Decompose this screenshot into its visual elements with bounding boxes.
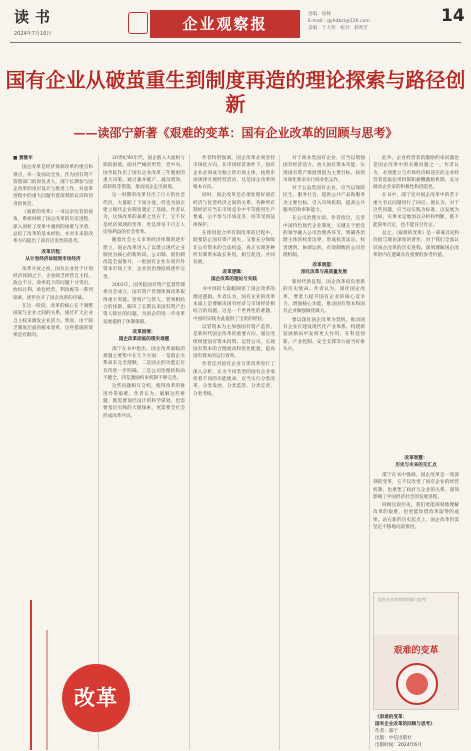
section-heading-line: 改革历程：	[41, 249, 65, 255]
paragraph: 在公司治理方面，作者指出，完善中国特色现代企业制度，关键在于把党的领导融入公司治理各环节，明确各治理主体的权责边界，形成权责法定、权责透明、协调运转、有效制衡的公司治理机制。	[283, 216, 365, 258]
editor-line: 责编：徐林	[308, 12, 331, 17]
section-heading-line: 改革逻辑：	[222, 270, 246, 276]
section-heading-line: 国企改革的理论与实践	[211, 277, 257, 283]
paragraph: 在这一阶段，改革的核心在于调整国家与企业之间的关系，通过扩大企业自主权来激发企业活力。然而，由于缺乏制度层面的根本变革，这些措施的效果是有限的。	[13, 304, 93, 339]
reform-label: 改革	[74, 685, 118, 710]
section-heading-line: 改革困境：	[132, 329, 156, 335]
paragraph: 作者特别强调，国企改革必须坚持市场化方向。在市场经济条件下，国有企业必须成为独立的市场主体，按照市场规律开展经营活动，这是国企改革的根本方向。	[193, 156, 275, 191]
designer-line: 美编：于大伟 校对：郝秀芳	[308, 26, 368, 31]
paragraph: 对于公益类国有企业，应当以保障民生、服务社会、提供公共产品和服务为主要目标，引入市场机制，提高公共服务的效率和能力。	[283, 186, 365, 214]
section-heading-line: 深化改革与高质量发展	[301, 270, 347, 276]
editor-info	[308, 11, 370, 32]
newspaper-brand: 企业观察报	[150, 10, 300, 38]
paragraph: 国企改革是经济体制改革的重点和难点，牵一发而动全身。作为国有资产管理部门的原负责人，邵宁长期参与国企改革的顶层设计与推进工作，对改革进程中的重大问题有着深刻的认识和切身的体会。	[13, 165, 93, 207]
book-cover-subtitle: 国有企业改革的回顾与思考	[378, 597, 426, 602]
article-column-1	[13, 155, 93, 575]
paragraph: 这一时期的改革付出了巨大的社会代价，大量职工下岗分流，但也为国企建立现代企业制度奠定了基础。作者认为，这场改革的艰难之处在于，它不仅是经济领域的变革，更是涉及千百万人切身利益的社会变革。	[103, 193, 185, 235]
book-info	[375, 714, 461, 749]
article-column-4	[283, 155, 365, 751]
book-cover-title: 艰难的变革	[393, 646, 439, 656]
book-cover-dot-icon	[406, 673, 428, 695]
section-heading	[193, 269, 275, 283]
paragraph: 在书中，邵宁还对国企改革中的若干重大争议问题进行了回应。他认为，对于这些问题，应当以实践为标准，以发展为目标，实事求是地加以分析和判断，既不能简单否定，也不能盲目肯定。	[373, 193, 459, 228]
header-divider	[10, 42, 461, 43]
paragraph: 总之，《艰难的变革》是一部兼具史料价值与理论深度的著作，对于我们全面认识国企改革的历史进程、深刻理解国企改革的内在逻辑具有重要的参考价值。	[373, 230, 459, 258]
paragraph: 回顾这段历史，我们更能深刻地理解改革的艰难，也更能珍惜改革取得的成果。站在新的历史起点上，国企改革仍需坚定不移地向前推进。	[373, 503, 459, 531]
article-column-3	[193, 155, 275, 751]
column-divider	[279, 155, 280, 750]
paragraph: 作者还对国有企业分类改革进行了深入分析，认为不同类型的国有企业承担着不同的功能使命，应当实行分类改革、分类发展、分类监管、分类定责、分类考核。	[193, 362, 275, 397]
paragraph: 这些问题相互交织，使得改革的推进异常艰难。作者认为，破解这些难题，既需要顶层设计的科学谋划，也需要基层实践的大胆探索，更需要全社会形成改革共识。	[103, 384, 185, 419]
paragraph: 以管资本为主加强国有资产监管，是新时代国企改革的重要方向。通过改组组建国有资本投资、运营公司，实现国有资本的合理流动和优化配置，提高国有资本的运行效率。	[193, 324, 275, 360]
paragraph: 2003年，国务院国有资产监督管理委员会成立，国有资产管理体制改革取得重大突破。管资产与管人、管事相结合的体制，解决了长期以来国有资产出资人缺位的问题，为国企的进一步改革发展提供了体制保障。	[103, 283, 185, 325]
page-number: 14	[441, 6, 465, 26]
column-divider	[189, 155, 190, 750]
paragraph: 对于商业类国有企业，应当以增强国有经济活力、放大国有资本功能、实现国有资产保值增值为主要目标，按照市场化要求实行商业化运作。	[283, 156, 365, 183]
paragraph: 《艰难的变革》一书以亲历者的视角，系统回顾了国企改革的历史进程，深入剖析了改革中遇到的困难与矛盾，总结了改革的基本经验，并对未来的改革方向提出了富有启发性的思考。	[13, 210, 93, 245]
section-heading-line: 从计划经济体制到市场经济	[25, 256, 81, 262]
article-byline: ■ 黄雅年	[13, 156, 33, 161]
section-heading-line: 国企改革面临的现实难题	[118, 336, 170, 342]
book-pubdate: 出版时间：2024年6月	[375, 743, 422, 748]
section-heading	[13, 249, 93, 263]
article-subtitle: ——读邵宁新著《艰难的变革：国有企业改革的回顾与思考》	[73, 126, 398, 140]
paragraph: 新时代新征程，国企改革肩负着新的历史使命。作者认为，深化国企改革，要着力提升国有企业的核心竞争力，增强核心功能，推动国有资本和国有企业做强做优做大。	[283, 280, 365, 315]
page-header	[0, 0, 471, 44]
article-column-5	[373, 155, 459, 441]
section-heading-line: 历史与未来的交汇点	[395, 463, 437, 468]
section-heading	[373, 455, 459, 469]
article-headline: 国有企业从破茧重生到制度再造的理论探索与路径创新	[5, 68, 466, 116]
article-column-5-lower	[373, 455, 459, 575]
section-heading	[283, 262, 365, 276]
book-title: 《艰难的变革：	[375, 715, 408, 720]
section-name: 读书	[14, 8, 57, 26]
paragraph: 改革开放之初，国有企业处于计划经济体制之下，企业缺乏经营自主权，政企不分、效率低下的问题十分突出。放权让利、承包经营、利改税等一系列探索，逐步拉开了国企改革的序幕。	[13, 266, 93, 301]
section-heading	[103, 329, 185, 343]
paragraph: 要以深化国企改革为契机，推动国有企业在建设现代化产业体系、构建新发展格局中发挥更大作用，在科技创新、产业控制、安全支撑等方面当好排头兵。	[283, 317, 365, 352]
book-title-line2: 国有企业改革的回顾与思考》	[375, 722, 435, 727]
brand-logo-icon	[128, 12, 148, 34]
decorative-line	[30, 600, 32, 750]
section-heading-line: 改革智慧：	[404, 456, 428, 461]
book-publisher: 出版：中信出版社	[375, 736, 412, 741]
section-heading-line: 改革展望：	[312, 263, 336, 269]
paragraph: 20世纪90年代，国企陷入大面积亏损的困境。面对严峻的形势，党中央、国务院作出了国有企业改革三年脱困的重大决策，通过兼并破产、减员增效、债转股等措施，推动国企走出困境。	[103, 156, 185, 191]
paragraph: 邵宁在书中强调，国企改革是一场深刻的变革，它不仅改变了国有企业的经营机制，也重塑了政府与企业的关系，深刻影响了中国经济社会的发展进程。	[373, 473, 459, 500]
email-line: E-mail：qyhdbcl@126.com	[308, 19, 370, 24]
column-divider	[369, 155, 370, 750]
issue-date: 2024年7月16日	[14, 31, 52, 37]
paragraph: 同时，国企改革还必须处理好国有经济与民营经济之间的关系。各种所有制经济应当在市场竞争中平等使用生产要素，公平参与市场竞争，同等受到法律保护。	[193, 193, 275, 228]
book-author: 作者：邵宁	[375, 729, 398, 734]
paragraph: 随着社会主义市场经济体制的逐步建立，国企改革进入了以建立现代企业制度为核心的新阶段。公司制、股份制改造全面推开，一批国有企业在境内外资本市场上市，企业的治理结构逐步完善。	[103, 238, 185, 280]
decorative-line	[46, 630, 48, 750]
paragraph: 在推进混合所有制改革的过程中，既要防止国有资产流失，又要充分保障非公有资本的合法权益，真正实现各种所有制资本取长补短、相互促进、共同发展。	[193, 230, 275, 266]
book-cover-image	[373, 592, 459, 710]
paragraph: 书中用较大篇幅阐述了国企改革的理论逻辑。作者认为，国有企业的改革本质上是要解决国有经济与市场经济相结合的问题，这是一个世界性的难题，中国的实践为此提供了宝贵的经验。	[193, 287, 275, 322]
paragraph: 邵宁在书中指出，国企改革面临的难题主要集中在几个方面：一是政企关系尚未完全理顺，二是国企的功能定位有待进一步明确，三是公司治理结构尚不健全，四是激励约束机制不够完善。	[103, 346, 185, 382]
paragraph: 此外，企业经营者的激励约束问题也是国企改革中的关键问题之一。作者认为，必须建立与市场经济相适应的企业经营者选拔任用机制和薪酬激励机制，充分调动企业家的积极性和创造性。	[373, 156, 459, 191]
